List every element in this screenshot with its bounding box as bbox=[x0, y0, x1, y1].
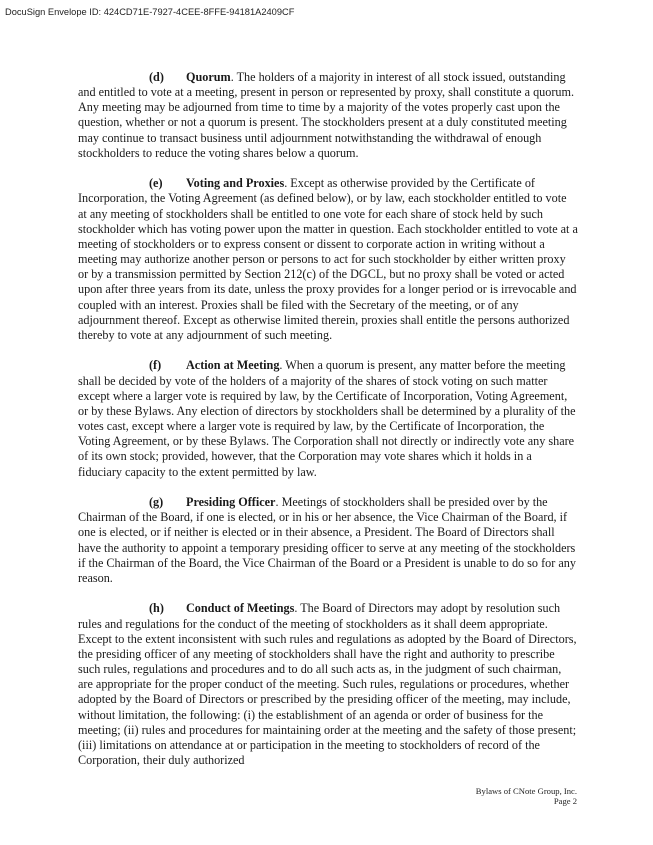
document-body bbox=[78, 70, 578, 784]
section-label: (e) bbox=[149, 176, 163, 191]
section-text: . Except as otherwise provided by the Certificate of Incorporation, the Voting Agreement (as defined below), or by law, each stockholder entitled to vote at any meeting of stockholders shall be entitled to one vote for each share of stock held by such stockholder which has voting power upon the matter in question. Each stockholder entitled to vote at a meeting of stockholders or to express consent or dissent to corporate action in writing without a meeting may authorize another person or persons to act for such stockholder by either written proxy or by a transmission permitted by Section 212(c) of the DGCL, but no proxy shall be voted or acted upon after three years from its date, unless the proxy provides for a longer period or is irrevocable and coupled with an interest. Proxies shall be filed with the Secretary of the meeting, or of any adjournment thereof. Except as otherwise limited therein, proxies shall entitle the persons authorized thereby to vote at any adjournment of such meeting. bbox=[78, 176, 578, 342]
section-presiding-officer bbox=[78, 495, 578, 586]
section-voting-and-proxies bbox=[78, 176, 578, 343]
page-footer bbox=[476, 786, 577, 806]
docusign-envelope-id: DocuSign Envelope ID: 424CD71E-7927-4CEE-8FFE-94181A2409CF bbox=[5, 7, 295, 17]
footer-doc-title: Bylaws of CNote Group, Inc. bbox=[475, 786, 577, 796]
section-label: (h) bbox=[149, 601, 164, 616]
section-heading: Conduct of Meetings bbox=[186, 601, 295, 616]
footer-page-number: Page 2 bbox=[553, 796, 577, 806]
section-conduct-of-meetings bbox=[78, 601, 578, 768]
section-heading: Action at Meeting bbox=[186, 358, 280, 373]
section-label: (f) bbox=[149, 358, 162, 373]
section-label: (g) bbox=[149, 495, 164, 510]
section-action-at-meeting bbox=[78, 358, 578, 479]
section-text: . The Board of Directors may adopt by resolution such rules and regulations for the conduct of the meeting of stockholders as it shall deem appropriate. Except to the extent inconsistent with such rules and regulations as adopted by the Board of Directors, the presiding officer of any meeting of stockholders shall have the right and authority to prescribe such rules, regulations and procedures and to do all such acts as, in the judgment of such chairman, are appropriate for the proper conduct of the meeting. Such rules, regulations or procedures, whether adopted by the Board of Directors or prescribed by the presiding officer of the meeting, may include, without limitation, the following: (i) the establishment of an agenda or order of business for the meeting; (ii) rules and procedures for maintaining order at the meeting and the safety of those present; (iii) limitations on attendance at or participation in the meeting to stockholders of record of the Corporation, their duly authorized bbox=[78, 601, 577, 767]
section-heading: Voting and Proxies bbox=[186, 176, 285, 191]
section-label: (d) bbox=[149, 70, 164, 84]
section-heading: Presiding Officer bbox=[186, 495, 276, 510]
section-text: . Meetings of stockholders shall be presided over by the Chairman of the Board, if one is elected, or in his or her absence, the Vice Chairman of the Board, if one is elected, or if neither is elected or in their absence, a President. The Board of Directors shall have the authority to appoint a temporary presiding officer to serve at any meeting of the stockholders if the Chairman of the Board, the Vice Chairman of the Board or a President is unable to do so for any reason. bbox=[78, 495, 576, 585]
section-heading: Quorum bbox=[186, 70, 231, 84]
section-text: . The holders of a majority in interest of all stock issued, outstanding and entitled to vote at a meeting, present in person or represented by proxy, shall constitute a quorum. Any meeting may be adjourned from time to time by a majority of the votes properly cast upon the question, whether or not a quorum is present. The stockholders present at a duly constituted meeting may continue to transact business until adjournment notwithstanding the withdrawal of enough stockholders to reduce the voting shares below a quorum. bbox=[78, 70, 575, 160]
section-text: . When a quorum is present, any matter before the meeting shall be decided by vote of the holders of a majority of the shares of stock voting on such matter except where a larger vote is required by law, by the Certificate of Incorporation, Voting Agreement, or by these Bylaws. Any election of directors by stockholders shall be determined by a plurality of the votes cast, except where a larger vote is required by law, by the Certificate of Incorporation, the Voting Agreement, or by these Bylaws. The Corporation shall not directly or indirectly vote any share of its own stock; provided, however, that the Corporation may vote shares which it holds in a fiduciary capacity to the extent permitted by law. bbox=[78, 358, 576, 479]
section-quorum bbox=[78, 70, 578, 161]
